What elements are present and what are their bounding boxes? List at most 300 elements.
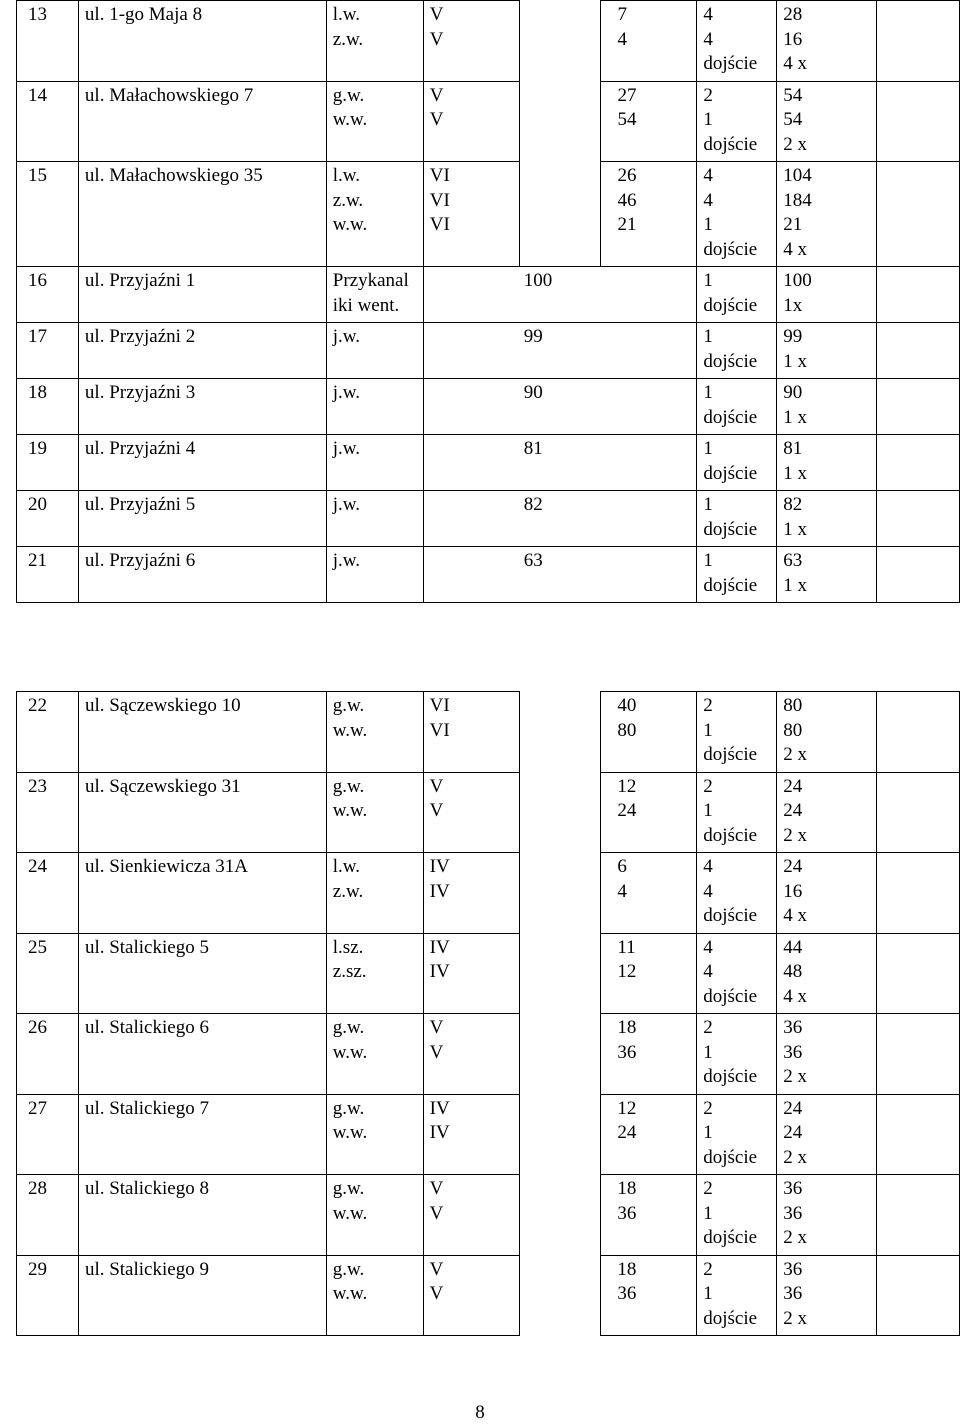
quantity-cell <box>697 853 777 934</box>
page-number: 8 <box>475 1402 485 1423</box>
total-cell <box>777 1014 877 1095</box>
type-cell-line: g.w. <box>332 1258 365 1280</box>
count-cell <box>423 491 697 547</box>
total-cell <box>777 435 877 491</box>
type-cell-line: w.w. <box>332 1283 368 1304</box>
table-row <box>17 323 960 379</box>
quantity-cell-line: 1 <box>703 382 713 403</box>
total-cell-line: 2 x <box>783 1146 807 1168</box>
table-row <box>17 772 960 853</box>
total-cell-line: 54 <box>783 84 803 106</box>
class-cell-line: V <box>429 84 444 106</box>
empty-cell <box>877 547 960 603</box>
row-number: 25 <box>17 933 79 1014</box>
quantity-cell-line: dojście <box>703 985 758 1007</box>
count-cell-line: 40 <box>617 695 637 716</box>
total-cell-line: 184 <box>783 189 812 211</box>
total-cell-line: 1 x <box>783 518 808 540</box>
class-cell-line: V <box>429 1258 444 1280</box>
total-cell-line: 1x <box>783 294 803 316</box>
row-number: 23 <box>17 772 79 853</box>
count-cell-line: 54 <box>617 109 637 130</box>
row-number: 21 <box>17 547 79 603</box>
quantity-cell-line: 4 <box>703 4 713 25</box>
total-cell-line: 21 <box>783 214 803 235</box>
type-cell-line: j.w. <box>332 382 361 403</box>
type-cell <box>326 1175 423 1256</box>
quantity-cell-line: dojście <box>703 1066 758 1087</box>
type-cell-line: j.w. <box>332 494 361 515</box>
total-cell-line: 99 <box>783 326 803 347</box>
count-cell-line: 6 <box>617 856 627 877</box>
count-cell <box>601 772 697 853</box>
total-cell-line: 36 <box>783 1017 803 1038</box>
table-row <box>17 853 960 934</box>
table-row <box>17 1 960 82</box>
class-cell-line: V <box>429 800 444 821</box>
row-number: 24 <box>17 853 79 934</box>
count-cell-line: 100 <box>523 270 553 291</box>
type-cell-line: w.w. <box>332 109 368 130</box>
quantity-cell-line: dojście <box>703 574 758 596</box>
total-cell <box>777 267 877 323</box>
class-cell-line: V <box>429 1283 444 1304</box>
type-cell-line: w.w. <box>332 800 368 821</box>
quantity-cell-line: 1 <box>703 109 713 130</box>
spacer-cell <box>519 1014 601 1095</box>
count-cell-line: 26 <box>617 165 637 186</box>
quantity-cell-line: dojście <box>703 406 758 428</box>
quantity-cell-line: 2 <box>703 1097 713 1119</box>
type-cell-line: j.w. <box>332 550 361 571</box>
count-cell <box>601 692 697 773</box>
count-cell <box>423 323 697 379</box>
quantity-cell-line: 4 <box>703 189 713 211</box>
row-number: 27 <box>17 1094 79 1175</box>
total-cell <box>777 162 877 267</box>
class-cell <box>423 692 519 773</box>
address-cell: ul. Stalickiego 9 <box>78 1255 326 1336</box>
spacer-cell <box>519 1094 601 1175</box>
quantity-cell-line: 2 <box>703 84 713 106</box>
type-cell <box>326 1255 423 1336</box>
quantity-cell <box>697 692 777 773</box>
total-cell-line: 24 <box>783 800 803 821</box>
type-cell <box>326 1 423 82</box>
count-cell <box>601 1175 697 1256</box>
total-cell <box>777 547 877 603</box>
total-cell <box>777 1175 877 1256</box>
type-cell-line: z.w. <box>332 28 364 50</box>
quantity-cell-line: 1 <box>703 1202 713 1224</box>
address-cell: ul. Małachowskiego 35 <box>78 162 326 267</box>
count-cell <box>601 1014 697 1095</box>
quantity-cell-line: dojście <box>703 53 758 74</box>
quantity-cell-line: 1 <box>703 800 713 821</box>
total-cell-line: 1 x <box>783 574 808 596</box>
table-row <box>17 547 960 603</box>
address-cell: ul. Stalickiego 8 <box>78 1175 326 1256</box>
total-cell-line: 1 x <box>783 350 808 372</box>
quantity-cell-line: dojście <box>703 518 758 540</box>
count-cell-line: 18 <box>617 1017 637 1038</box>
type-cell-line: w.w. <box>332 719 368 741</box>
total-cell-line: 28 <box>783 4 803 25</box>
type-cell-line: l.sz. <box>332 936 364 958</box>
total-cell-line: 1 x <box>783 406 808 428</box>
count-cell-line: 12 <box>617 961 637 982</box>
quantity-cell-line: dojście <box>703 350 758 372</box>
empty-cell <box>877 435 960 491</box>
quantity-cell-line: 2 <box>703 1258 713 1280</box>
empty-cell <box>877 692 960 773</box>
type-cell-line: Przykanal <box>332 270 409 291</box>
count-cell-line: 36 <box>617 1202 637 1224</box>
class-cell-line: VI <box>429 189 450 211</box>
count-cell-line: 99 <box>523 326 543 347</box>
class-cell-line: VI <box>429 719 450 741</box>
total-cell-line: 54 <box>783 109 803 130</box>
spacer-cell <box>519 772 601 853</box>
type-cell-line: l.w. <box>332 856 361 877</box>
type-cell-line: j.w. <box>332 438 361 459</box>
quantity-cell-line: 2 <box>703 1017 713 1038</box>
count-cell <box>601 81 697 162</box>
spacer-cell <box>519 1 601 82</box>
quantity-cell-line: 1 <box>703 550 713 571</box>
type-cell <box>326 323 423 379</box>
total-cell-line: 16 <box>783 28 803 50</box>
quantity-cell-line: 1 <box>703 214 713 235</box>
count-cell <box>423 267 697 323</box>
spacer-cell <box>519 933 601 1014</box>
total-cell <box>777 933 877 1014</box>
count-cell-line: 18 <box>617 1178 637 1199</box>
empty-cell <box>877 491 960 547</box>
class-cell-line: VI <box>429 214 450 235</box>
row-number: 18 <box>17 379 79 435</box>
count-cell-line: 63 <box>523 550 543 571</box>
row-number: 26 <box>17 1014 79 1095</box>
total-cell-line: 36 <box>783 1283 803 1304</box>
class-cell <box>423 162 519 267</box>
table-row <box>17 162 960 267</box>
count-cell-line: 12 <box>617 775 637 797</box>
type-cell <box>326 491 423 547</box>
total-cell-line: 36 <box>783 1178 803 1199</box>
type-cell-line: g.w. <box>332 695 365 716</box>
quantity-cell-line: 1 <box>703 1283 713 1304</box>
quantity-cell-line: 1 <box>703 1122 713 1143</box>
quantity-cell <box>697 162 777 267</box>
address-cell: ul. Przyjaźni 6 <box>78 547 326 603</box>
count-cell <box>601 1094 697 1175</box>
quantity-cell-line: 1 <box>703 719 713 741</box>
class-cell-line: IV <box>429 1122 450 1143</box>
empty-cell <box>877 1 960 82</box>
class-cell-line: IV <box>429 880 450 902</box>
total-cell-line: 16 <box>783 880 803 902</box>
type-cell <box>326 435 423 491</box>
count-cell-line: 36 <box>617 1041 637 1063</box>
quantity-cell-line: 1 <box>703 270 713 291</box>
class-cell-line: V <box>429 1202 444 1224</box>
type-cell <box>326 379 423 435</box>
count-cell-line: 18 <box>617 1258 637 1280</box>
count-cell-line: 90 <box>523 382 543 403</box>
address-cell: ul. Sienkiewicza 31A <box>78 853 326 934</box>
class-cell-line: IV <box>429 961 450 982</box>
empty-cell <box>877 379 960 435</box>
total-cell <box>777 1094 877 1175</box>
row-number: 13 <box>17 1 79 82</box>
class-cell-line: VI <box>429 165 450 186</box>
quantity-cell-line: 4 <box>703 936 713 958</box>
total-cell-line: 82 <box>783 494 803 515</box>
empty-cell <box>877 323 960 379</box>
total-cell <box>777 81 877 162</box>
type-cell <box>326 162 423 267</box>
total-cell-line: 36 <box>783 1202 803 1224</box>
count-cell-line: 4 <box>617 28 627 50</box>
quantity-cell-line: 1 <box>703 326 713 347</box>
row-number: 20 <box>17 491 79 547</box>
address-cell: ul. 1-go Maja 8 <box>78 1 326 82</box>
quantity-cell <box>697 1255 777 1336</box>
row-number: 29 <box>17 1255 79 1336</box>
total-cell-line: 4 x <box>783 985 807 1007</box>
quantity-cell <box>697 435 777 491</box>
class-cell <box>423 81 519 162</box>
type-cell <box>326 81 423 162</box>
class-cell-line: V <box>429 4 444 25</box>
address-cell: ul. Stalickiego 7 <box>78 1094 326 1175</box>
total-cell-line: 1 x <box>783 462 808 484</box>
total-cell-line: 2 x <box>783 824 807 846</box>
quantity-cell-line: 1 <box>703 494 713 515</box>
spacer-cell <box>519 853 601 934</box>
table-1 <box>16 0 960 603</box>
row-number: 22 <box>17 692 79 773</box>
class-cell-line: V <box>429 1178 444 1199</box>
quantity-cell-line: dojście <box>703 462 758 484</box>
quantity-cell <box>697 1014 777 1095</box>
class-cell <box>423 853 519 934</box>
row-number: 28 <box>17 1175 79 1256</box>
type-cell <box>326 692 423 773</box>
total-cell <box>777 491 877 547</box>
type-cell-line: z.w. <box>332 189 364 211</box>
total-cell <box>777 853 877 934</box>
count-cell-line: 24 <box>617 800 637 821</box>
count-cell-line: 7 <box>617 4 627 25</box>
empty-cell <box>877 772 960 853</box>
address-cell: ul. Sączewskiego 31 <box>78 772 326 853</box>
row-number: 17 <box>17 323 79 379</box>
type-cell-line: w.w. <box>332 1041 368 1063</box>
address-cell: ul. Przyjaźni 3 <box>78 379 326 435</box>
row-number: 19 <box>17 435 79 491</box>
quantity-cell <box>697 1094 777 1175</box>
spacer-cell <box>519 81 601 162</box>
total-cell-line: 4 x <box>783 905 807 926</box>
address-cell: ul. Stalickiego 6 <box>78 1014 326 1095</box>
table-row <box>17 379 960 435</box>
table-row <box>17 435 960 491</box>
address-cell: ul. Małachowskiego 7 <box>78 81 326 162</box>
type-cell-line: g.w. <box>332 1178 365 1199</box>
row-number: 14 <box>17 81 79 162</box>
total-cell <box>777 772 877 853</box>
total-cell <box>777 1255 877 1336</box>
total-cell-line: 63 <box>783 550 803 571</box>
total-cell-line: 24 <box>783 1122 803 1143</box>
address-cell: ul. Przyjaźni 1 <box>78 267 326 323</box>
total-cell-line: 2 x <box>783 133 808 155</box>
quantity-cell-line: dojście <box>703 744 758 765</box>
quantity-cell-line: dojście <box>703 1227 758 1248</box>
quantity-cell-line: 1 <box>703 438 713 459</box>
quantity-cell-line: 4 <box>703 856 713 877</box>
table-2 <box>16 691 960 1336</box>
count-cell-line: 36 <box>617 1283 637 1304</box>
class-cell-line: IV <box>429 856 450 877</box>
type-cell <box>326 1094 423 1175</box>
class-cell <box>423 1 519 82</box>
empty-cell <box>877 1014 960 1095</box>
total-cell-line: 44 <box>783 936 803 958</box>
count-cell-line: 12 <box>617 1097 637 1119</box>
count-cell-line: 46 <box>617 189 637 211</box>
type-cell <box>326 547 423 603</box>
quantity-cell <box>697 772 777 853</box>
total-cell-line: 80 <box>783 719 803 741</box>
address-cell: ul. Przyjaźni 4 <box>78 435 326 491</box>
address-cell: ul. Przyjaźni 5 <box>78 491 326 547</box>
total-cell-line: 2 x <box>783 1227 807 1248</box>
count-cell-line: 82 <box>523 494 543 515</box>
quantity-cell <box>697 81 777 162</box>
type-cell-line: g.w. <box>332 775 365 797</box>
address-cell: ul. Sączewskiego 10 <box>78 692 326 773</box>
class-cell-line: V <box>429 1017 444 1038</box>
quantity-cell-line: 2 <box>703 775 713 797</box>
count-cell-line: 21 <box>617 214 637 235</box>
spacer-cell <box>519 692 601 773</box>
total-cell-line: 4 x <box>783 53 808 74</box>
spacer-cell <box>519 1175 601 1256</box>
count-cell-line: 80 <box>617 719 637 741</box>
empty-cell <box>877 81 960 162</box>
count-cell <box>601 162 697 267</box>
table-row <box>17 491 960 547</box>
quantity-cell-line: 1 <box>703 1041 713 1063</box>
type-cell-line: w.w. <box>332 1122 368 1143</box>
count-cell <box>601 933 697 1014</box>
address-cell: ul. Przyjaźni 2 <box>78 323 326 379</box>
address-cell: ul. Stalickiego 5 <box>78 933 326 1014</box>
quantity-cell <box>697 379 777 435</box>
count-cell-line: 81 <box>523 438 543 459</box>
class-cell <box>423 772 519 853</box>
total-cell <box>777 1 877 82</box>
empty-cell <box>877 1094 960 1175</box>
total-cell-line: 4 x <box>783 238 808 260</box>
class-cell <box>423 1255 519 1336</box>
quantity-cell <box>697 547 777 603</box>
total-cell-line: 48 <box>783 961 803 982</box>
total-cell-line: 24 <box>783 1097 803 1119</box>
type-cell <box>326 267 423 323</box>
class-cell-line: V <box>429 775 444 797</box>
quantity-cell-line: 4 <box>703 880 713 902</box>
type-cell <box>326 1014 423 1095</box>
empty-cell <box>877 853 960 934</box>
type-cell-line: g.w. <box>332 84 365 106</box>
count-cell <box>601 1 697 82</box>
class-cell-line: V <box>429 109 444 130</box>
total-cell-line: 81 <box>783 438 803 459</box>
total-cell <box>777 379 877 435</box>
empty-cell <box>877 1255 960 1336</box>
count-cell-line: 11 <box>617 936 636 958</box>
table-row <box>17 1255 960 1336</box>
quantity-cell-line: 2 <box>703 1178 713 1199</box>
quantity-cell-line: 4 <box>703 165 713 186</box>
count-cell <box>423 547 697 603</box>
table-row <box>17 81 960 162</box>
type-cell <box>326 772 423 853</box>
table-row <box>17 692 960 773</box>
count-cell-line: 24 <box>617 1122 637 1143</box>
class-cell <box>423 1094 519 1175</box>
count-cell <box>601 853 697 934</box>
quantity-cell <box>697 491 777 547</box>
total-cell <box>777 323 877 379</box>
table-row <box>17 933 960 1014</box>
type-cell-line: w.w. <box>332 1202 368 1224</box>
total-cell <box>777 692 877 773</box>
quantity-cell <box>697 323 777 379</box>
class-cell <box>423 933 519 1014</box>
count-cell <box>423 379 697 435</box>
total-cell-line: 100 <box>783 270 812 291</box>
table-row <box>17 267 960 323</box>
class-cell <box>423 1175 519 1256</box>
total-cell-line: 2 x <box>783 1066 807 1087</box>
class-cell-line: IV <box>429 936 450 958</box>
spacer-cell <box>519 162 601 267</box>
quantity-cell-line: dojście <box>703 905 758 926</box>
table-row <box>17 1094 960 1175</box>
type-cell-line: z.w. <box>332 880 364 902</box>
quantity-cell-line: dojście <box>703 294 758 316</box>
total-cell-line: 80 <box>783 695 803 716</box>
class-cell-line: V <box>429 28 444 50</box>
quantity-cell-line: dojście <box>703 133 758 155</box>
row-number: 16 <box>17 267 79 323</box>
type-cell-line: z.sz. <box>332 961 367 982</box>
class-cell-line: V <box>429 1041 444 1063</box>
class-cell-line: IV <box>429 1097 450 1119</box>
quantity-cell-line: 2 <box>703 695 713 716</box>
quantity-cell-line: dojście <box>703 1146 758 1168</box>
quantity-cell-line: dojście <box>703 238 758 260</box>
class-cell-line: VI <box>429 695 450 716</box>
type-cell-line: l.w. <box>332 165 361 186</box>
table-row <box>17 1014 960 1095</box>
count-cell-line: 4 <box>617 880 627 902</box>
